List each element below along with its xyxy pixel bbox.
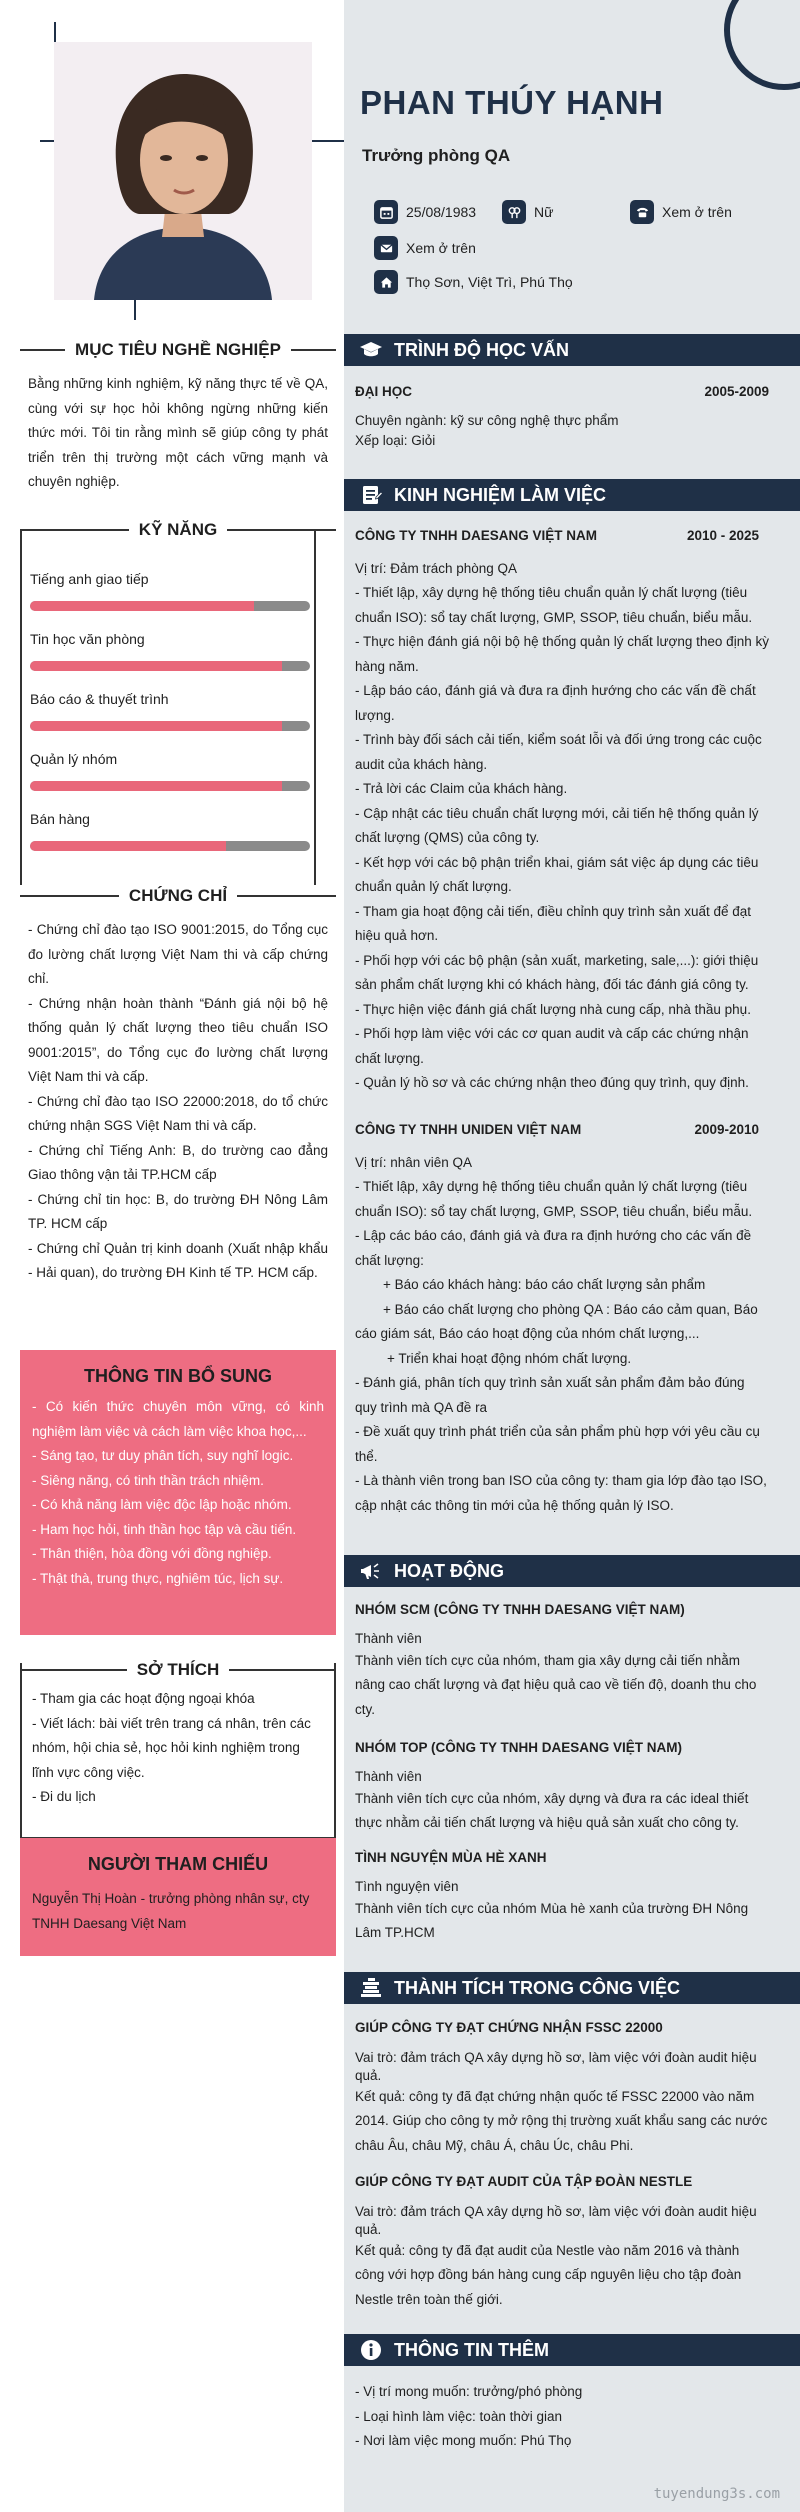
job-line: - Lập các báo cáo, đánh giá và đưa ra định hướng cho các vấn đề chất lượng: (355, 1228, 752, 1268)
skill-fill (30, 781, 282, 791)
activity-role: Thành viên (355, 1630, 422, 1646)
skill-bar (30, 781, 310, 791)
hobby-item: - Đi du lịch (32, 1789, 96, 1804)
address-text: Thọ Sơn, Việt Trì, Phú Thọ (406, 274, 573, 290)
more-info-list (355, 2380, 769, 2454)
job-years: 2009-2010 (694, 1122, 759, 1137)
certificate-item: - Chứng chỉ đào tạo ISO 9001:2015, do Tổng cục đo lường chất lượng Việt Nam thi và cấp chứng chỉ. (28, 922, 328, 986)
certificate-item: - Chứng nhận hoàn thành “Đánh giá nội bộ hệ thống quản lý chất lượng theo tiêu chuẩn ISO 9001:2015”, do Tổng cục đo lường chất lượng Việt Nam thi và cấp. (28, 995, 328, 1084)
contact-email (374, 236, 476, 260)
objective-text: Bằng những kinh nghiệm, kỹ năng thực tế về QA, cùng với sự học hỏi không ngừng những kiến thức mới. Tôi tin rằng mình sẽ giúp công ty phát triển trên thị trường một cách vững mạnh và chuyên nghiệp. (28, 376, 328, 489)
additional-info-item: - Có khả năng làm việc độc lập hoặc nhóm. (32, 1497, 292, 1512)
job-line: - Thiết lập, xây dựng hệ thống tiêu chuẩn quản lý chất lượng (tiêu chuẩn ISO): sổ tay chất lượng, GMP, SSOP, tiêu chuẩn, biểu mẫu. (355, 1179, 753, 1219)
candidate-name: PHAN THÚY HẠNH (360, 84, 664, 121)
activity-role: Thành viên (355, 1768, 422, 1784)
skill-bar (30, 601, 310, 611)
education-heading: TRÌNH ĐỘ HỌC VẤN (394, 339, 569, 360)
job-line: - Tham gia hoạt động cải tiến, điều chỉnh quy trình sản xuất để đạt hiệu quả hơn. (355, 903, 752, 943)
graduation-cap-icon (356, 337, 386, 363)
skill-item (30, 691, 310, 731)
education-grade: Xếp loại: Giỏi (355, 432, 436, 448)
skill-label: Tiếng anh giao tiếp (30, 571, 149, 587)
activity-name: NHÓM TOP (CÔNG TY TNHH DAESANG VIỆT NAM) (355, 1740, 683, 1755)
activity-entry (355, 1736, 769, 1836)
skill-fill (30, 661, 282, 671)
additional-info-section (20, 1350, 336, 1635)
activity-name: NHÓM SCM (CÔNG TY TNHH DAESANG VIỆT NAM) (355, 1602, 685, 1617)
job-line: - Đề xuất quy trình phát triển của sản phẩm phù hợp với yêu cầu cụ thể. (355, 1424, 760, 1464)
reference-heading: NGƯỜI THAM CHIẾU (87, 1854, 269, 1874)
contact-address (374, 270, 573, 294)
certificates-heading-text: CHỨNG CHỈ (128, 886, 228, 905)
job-line: - Thực hiện việc đánh giá chất lượng nhà cung cấp, nhà thầu phụ. (355, 1001, 751, 1017)
additional-info-item: - Siêng năng, có tinh thần trách nhiệm. (32, 1472, 264, 1488)
heading-line (291, 349, 336, 351)
job-line: - Đánh giá, phân tích quy trình sản xuất sản phẩm đảm bảo đúng quy trình mà QA đề ra (355, 1375, 745, 1415)
skill-fill (30, 841, 226, 851)
job-entry (355, 1118, 769, 1518)
additional-info-item: - Thân thiện, hòa đồng với đồng nghiệp. (32, 1546, 272, 1561)
skill-bar (30, 841, 310, 851)
skill-label: Tin học văn phòng (30, 631, 145, 647)
trophy-icon (356, 1975, 386, 2001)
gender-text: Nữ (534, 204, 554, 220)
mail-icon (374, 236, 398, 260)
job-line: - Kết hợp với các bộ phận triển khai, giám sát việc áp dụng các tiêu chuẩn quản lý chất lượng. (355, 854, 759, 894)
decorative-line (312, 140, 344, 142)
job-line: - Trả lời các Claim của khách hàng. (355, 781, 568, 796)
skill-label: Báo cáo & thuyết trình (30, 691, 169, 707)
job-company: CÔNG TY TNHH DAESANG VIỆT NAM (355, 528, 598, 543)
education-major: Chuyên ngành: kỹ sư công nghệ thực phẩm (355, 412, 619, 428)
email-text: Xem ở trên (406, 240, 476, 256)
education-school: ĐẠI HỌC (355, 384, 412, 399)
job-header (355, 1118, 769, 1143)
heading-line (237, 895, 336, 897)
skills-heading-text: KỸ NĂNG (138, 520, 218, 539)
skill-item (30, 571, 310, 611)
calendar-icon (374, 200, 398, 224)
profile-photo (54, 42, 312, 300)
activity-role: Tình nguyện viên (355, 1878, 459, 1894)
job-line: + Triển khai hoạt động nhóm chất lượng. (387, 1350, 632, 1366)
education-entry (355, 380, 769, 451)
certificates-section (20, 886, 336, 1286)
education-years: 2005-2009 (704, 384, 769, 399)
certificate-item: - Chứng chỉ Quản trị kinh doanh (Xuất nhập khẩu - Hải quan), do trường ĐH Kinh tế TP. HCM cấp. (28, 1240, 328, 1280)
activities-heading-bar (344, 1555, 800, 1587)
job-years: 2010 - 2025 (686, 528, 759, 543)
decorative-line (40, 140, 54, 142)
job-line: - Thực hiện đánh giá nội bộ hệ thống quản lý chất lượng theo định kỳ hàng năm. (355, 634, 769, 674)
job-description (355, 557, 769, 1096)
candidate-title: Trưởng phòng QA (362, 146, 511, 165)
skill-bar (30, 721, 310, 731)
reference-text: Nguyễn Thị Hoàn - trưởng phòng nhân sự, cty TNHH Daesang Việt Nam (32, 1891, 310, 1931)
achievement-result: Kết quả: công ty đã đạt audit của Nestle vào năm 2016 và thành công với hợp đồng bán hàng cung cấp nguyên liệu cho tập đoàn Nestle trên toàn thế giới. (355, 2242, 742, 2307)
experience-heading: KINH NGHIỆM LÀM VIỆC (394, 484, 607, 505)
home-icon (374, 270, 398, 294)
certificate-item: - Chứng chỉ đào tạo ISO 22000:2018, do tổ chức chứng nhận SGS Việt Nam thi và cấp. (28, 1093, 328, 1133)
notebook-icon (356, 482, 386, 508)
additional-info-item: - Ham học hỏi, tinh thần học tập và cầu tiến. (32, 1521, 297, 1537)
skill-item (30, 631, 310, 671)
achievement-title: GIÚP CÔNG TY ĐẠT AUDIT CỦA TẬP ĐOÀN NESTLE (355, 2174, 693, 2189)
hobby-item: - Viết lách: bài viết trên trang cá nhân, trên các nhóm, hội chia sẻ, học hỏi kinh nghiệm trong lĩnh vực công việc. (32, 1715, 311, 1780)
additional-info-list (20, 1395, 336, 1591)
skill-bar (30, 661, 310, 671)
job-line: - Trình bày đối sách cải tiến, kiểm soát lỗi và đối ứng trong các cuộc audit của khách hàng. (355, 732, 762, 772)
education-header (355, 380, 769, 405)
education-heading-bar (344, 334, 800, 366)
certificates-heading (20, 886, 336, 906)
achievement-role: Vai trò: đảm trách QA xây dựng hồ sơ, làm việc với đoàn audit hiệu quả. (355, 2049, 757, 2083)
objective-section (20, 340, 336, 495)
skill-fill (30, 721, 282, 731)
achievements-heading: THÀNH TÍCH TRONG CÔNG VIỆC (394, 1977, 680, 1998)
skill-label: Bán hàng (30, 811, 90, 827)
dob-text: 25/08/1983 (406, 204, 477, 220)
activity-entry (355, 1598, 769, 1722)
job-line: + Báo cáo chất lượng cho phòng QA : Báo cáo cảm quan, Báo cáo giám sát, Báo cáo hoạt động của nhóm chất lượng,... (355, 1301, 758, 1341)
activity-entry (355, 1846, 769, 1946)
more-info-heading-bar (344, 2334, 800, 2366)
decorative-line (54, 22, 56, 42)
certificate-item: - Chứng chỉ tin học: B, do trường ĐH Nông Lâm TP. HCM cấp (28, 1191, 328, 1231)
more-info-item: - Loại hình làm việc: toàn thời gian (355, 2408, 562, 2424)
watermark-text: tuyendung3s.com (653, 2486, 780, 2502)
additional-info-heading: THÔNG TIN BỔ SUNG (84, 1366, 272, 1386)
skills-list (20, 531, 316, 885)
job-line: Vị trí: nhân viên QA (355, 1154, 473, 1170)
contact-gender (502, 200, 553, 224)
more-info-item: - Vị trí mong muốn: trưởng/phó phòng (355, 2384, 583, 2399)
activity-desc: Thành viên tích cực của nhóm Mùa hè xanh của trường ĐH Nông Lâm TP.HCM (355, 1900, 749, 1940)
job-line: - Thiết lập, xây dựng hệ thống tiêu chuẩn quản lý chất lượng (tiêu chuẩn ISO): sổ tay chất lượng, GMP, SSOP, tiêu chuẩn, biểu mẫu. (355, 585, 753, 625)
job-company: CÔNG TY TNHH UNIDEN VIỆT NAM (355, 1122, 582, 1137)
job-line: - Phối hợp làm việc với các cơ quan audit và cấp các chứng nhận chất lượng. (355, 1026, 749, 1066)
contact-phone (630, 200, 732, 224)
hobbies-heading-text: SỞ THÍCH (136, 1660, 220, 1679)
additional-info-item: - Thật thà, trung thực, nghiêm túc, lịch sự. (32, 1570, 284, 1586)
hobbies-list (22, 1663, 334, 1810)
achievements-heading-bar (344, 1972, 800, 2004)
more-info-item: - Nơi làm việc mong muốn: Phú Thọ (355, 2433, 572, 2448)
heading-line (20, 895, 119, 897)
skill-item (30, 751, 310, 791)
contact-dob (374, 200, 476, 224)
hobby-item: - Tham gia các hoạt động ngoại khóa (32, 1691, 255, 1706)
phone-icon (630, 200, 654, 224)
job-entry (355, 524, 769, 1096)
heading-line (20, 349, 65, 351)
job-line: - Cập nhật các tiêu chuẩn chất lượng mới, cải tiến hệ thống quản lý chất lượng (QMS) của công ty. (355, 805, 759, 845)
job-line: - Lập báo cáo, đánh giá và đưa ra định hướng cho các vấn đề chất lượng. (355, 683, 756, 723)
objective-heading (20, 340, 336, 360)
skill-item (30, 811, 310, 851)
achievement-entry (355, 2170, 769, 2312)
certificates-list (20, 918, 336, 1286)
objective-heading-text: MỤC TIÊU NGHỀ NGHIỆP (75, 340, 281, 359)
job-line: - Là thành viên trong ban ISO của công ty: tham gia lớp đào tạo ISO, cập nhật các thông tin mới của hệ thống quản lý ISO. (355, 1473, 767, 1513)
job-line: + Báo cáo khách hàng: báo cáo chất lượng sản phẩm (383, 1277, 706, 1292)
additional-info-item: - Sáng tạo, tư duy phân tích, suy nghĩ logic. (32, 1448, 294, 1463)
achievement-entry (355, 2016, 769, 2158)
megaphone-icon (356, 1558, 386, 1584)
decorative-line (134, 300, 136, 320)
reference-section (20, 1838, 336, 1956)
job-description (355, 1151, 769, 1519)
activity-desc: Thành viên tích cực của nhóm, xây dựng và đưa ra các ideal thiết thực nhằm cải tiến chất lượng và hiệu quả sản xuất cho công ty. (355, 1790, 749, 1830)
achievement-role: Vai trò: đảm trách QA xây dựng hồ sơ, làm việc với đoàn audit hiệu quả. (355, 2203, 757, 2237)
experience-heading-bar (344, 479, 800, 511)
portrait-icon (54, 42, 312, 300)
hobbies-list-box (20, 1663, 336, 1839)
achievement-result: Kết quả: công ty đã đạt chứng nhận quốc tế FSSC 22000 vào năm 2014. Giúp cho công ty mở rộng thị trường xuất khẩu sang các nước châu Âu, châu Mỹ, châu Á, châu Úc, châu Phi. (355, 2088, 768, 2153)
job-line: - Quản lý hồ sơ và các chứng nhận theo đúng quy trình, quy định. (355, 1075, 749, 1090)
achievement-title: GIÚP CÔNG TY ĐẠT CHỨNG NHẬN FSSC 22000 (355, 2020, 663, 2035)
more-info-heading: THÔNG TIN THÊM (394, 2339, 549, 2360)
job-header (355, 524, 769, 549)
certificate-item: - Chứng chỉ Tiếng Anh: B, do trường cao đẳng Giao thông vận tải TP.HCM cấp (28, 1142, 328, 1182)
skill-label: Quản lý nhóm (30, 751, 118, 767)
additional-info-item: - Có kiến thức chuyên môn vững, có kinh nghiệm làm việc và cách làm việc khoa học,... (32, 1399, 324, 1439)
skill-fill (30, 601, 254, 611)
job-line: - Phối hợp với các bộ phận (sản xuất, marketing, sale,...): giới thiệu sản phẩm chất lượng khi có khách hàng, đối tác đánh giá công ty. (355, 952, 759, 992)
phone-text: Xem ở trên (662, 204, 732, 220)
activity-desc: Thành viên tích cực của nhóm, tham gia xây dựng cải tiến nhằm nâng cao chất lượng và đạt hiệu quả cao về tiến độ, doanh thu cho cty. (355, 1652, 757, 1717)
activities-heading: HOẠT ĐỘNG (394, 1560, 504, 1581)
info-icon (356, 2337, 386, 2363)
activity-name: TÌNH NGUYỆN MÙA HÈ XANH (355, 1850, 547, 1865)
gender-icon (502, 200, 526, 224)
job-line: Vị trí: Đảm trách phòng QA (355, 560, 518, 576)
